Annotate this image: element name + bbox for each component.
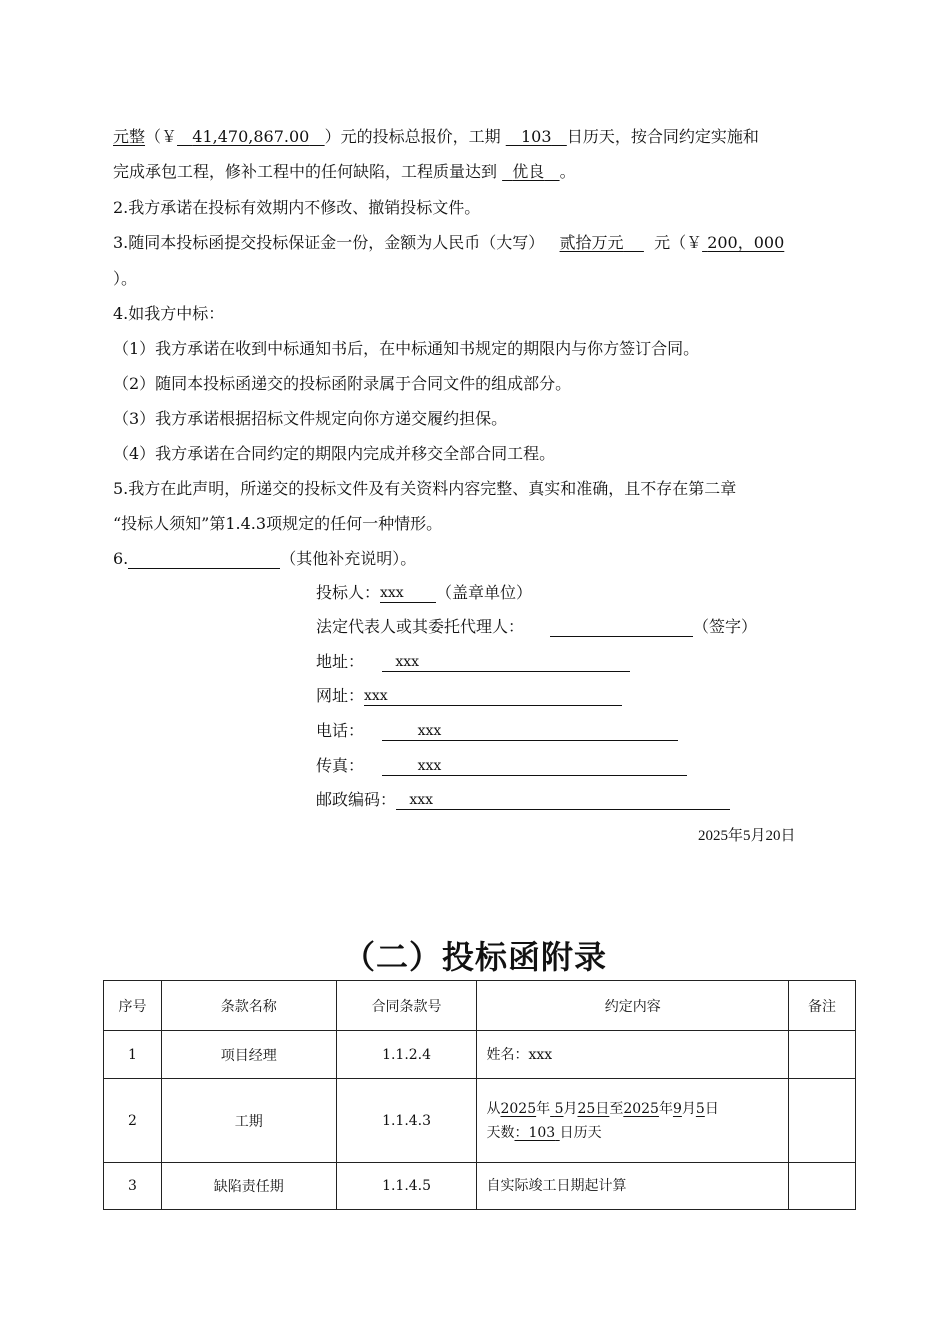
paragraph-1-line-1 [113, 127, 759, 147]
address-line [316, 652, 630, 672]
header-clause: 合同条款号 [336, 981, 477, 1031]
header-name: 条款名称 [161, 981, 336, 1031]
row-content: 自实际竣工日期起计算 [477, 1163, 789, 1210]
row-clause: 1.1.4.5 [336, 1163, 477, 1210]
row-note [789, 1031, 856, 1079]
table-row [104, 1031, 856, 1079]
fax-line [316, 756, 687, 776]
phone-value: xxx [382, 721, 678, 741]
duration-text: 日历天，按合同约定实施和 [566, 127, 759, 146]
header-content: 约定内容 [477, 981, 789, 1031]
representative-line [316, 617, 757, 637]
paragraph-6-number: 6. [113, 549, 129, 568]
row-no: 1 [104, 1031, 162, 1079]
row-content-period [477, 1079, 789, 1163]
paragraph-3-line-2: ）。 [113, 269, 138, 288]
representative-note: （签字） [693, 617, 758, 636]
address-value: xxx [382, 652, 630, 672]
row-no: 2 [104, 1079, 162, 1163]
phone-label: 电话： [316, 721, 365, 740]
paragraph-5-line-1: 5.我方在此声明，所递交的投标文件及有关资料内容完整、真实和准确，且不存在第二章 [113, 479, 737, 498]
paragraph-2: 2.我方承诺在投标有效期内不修改、撤销投标文件。 [113, 198, 481, 217]
row-content: 姓名：xxx [477, 1031, 789, 1079]
website-label: 网址： [316, 686, 365, 705]
supplement-text: （其他补充说明）。 [280, 549, 417, 568]
deposit-open: 元（￥ [654, 233, 703, 252]
price-open: （￥ [145, 127, 178, 146]
price-text: ）元的投标总报价，工期 [324, 127, 501, 146]
header-note: 备注 [789, 981, 856, 1031]
signature-date: 2025年5月20日 [698, 828, 796, 844]
phone-line [316, 721, 678, 741]
table-row [104, 1163, 856, 1210]
website-value: xxx [364, 686, 622, 706]
representative-blank [550, 617, 693, 637]
table-row [104, 1079, 856, 1163]
quality-grade: 优良 [512, 162, 545, 181]
table-header-row [104, 981, 856, 1031]
row-note [789, 1163, 856, 1210]
total-price: 41,470,867.00 [192, 127, 310, 146]
bidder-line [316, 583, 532, 603]
row-clause: 1.1.4.3 [336, 1079, 477, 1163]
row-name: 项目经理 [161, 1031, 336, 1079]
period-range: 从2025年 5月25日至2025年9月5日 [486, 1100, 719, 1117]
period-days: 天数：103 日历天 [486, 1124, 602, 1141]
postcode-value: xxx [396, 790, 730, 810]
paragraph-4-2: （2）随同本投标函递交的投标函附录属于合同文件的组成部分。 [113, 374, 572, 393]
bidder-value: xxx [380, 583, 436, 603]
row-name: 工期 [161, 1079, 336, 1163]
period-mark: 。 [559, 162, 576, 181]
appendix-title: （二）投标函附录 [342, 938, 607, 976]
postcode-line [316, 790, 730, 810]
paragraph-6 [113, 549, 416, 569]
bidder-label: 投标人： [316, 583, 381, 602]
paragraph-1-line-2 [113, 162, 576, 182]
paragraph-4: 4.如我方中标： [113, 304, 225, 323]
row-note [789, 1079, 856, 1163]
bidder-note: （盖章单位） [436, 583, 533, 602]
header-no: 序号 [104, 981, 162, 1031]
paragraph-4-4: （4）我方承诺在合同约定的期限内完成并移交全部合同工程。 [113, 444, 556, 463]
supplement-blank [128, 550, 280, 569]
row-no: 3 [104, 1163, 162, 1210]
row-name: 缺陷责任期 [161, 1163, 336, 1210]
duration-days: 103 [521, 127, 552, 146]
postcode-label: 邮政编码： [316, 790, 397, 809]
row-clause: 1.1.2.4 [336, 1031, 477, 1079]
quality-text: 完成承包工程，修补工程中的任何缺陷，工程质量达到 [113, 162, 498, 181]
paragraph-3-line-1 [113, 233, 784, 253]
paragraph-5-line-2: “投标人须知”第1.4.3项规定的任何一种情形。 [113, 514, 443, 533]
representative-label: 法定代表人或其委托代理人： [316, 617, 525, 636]
fax-label: 传真： [316, 756, 365, 775]
paragraph-4-1: （1）我方承诺在收到中标通知书后，在中标通知书规定的期限内与你方签订合同。 [113, 339, 700, 358]
deposit-amount-upper: 贰拾万元 [559, 233, 624, 252]
address-label: 地址： [316, 652, 365, 671]
paragraph-4-3: （3）我方承诺根据招标文件规定向你方递交履约担保。 [113, 409, 508, 428]
price-prefix: 元整 [113, 127, 146, 146]
fax-value: xxx [382, 756, 687, 776]
website-line [316, 686, 622, 706]
deposit-text: 3.随同本投标函提交投标保证金一份，金额为人民币（大写） [113, 233, 545, 252]
appendix-table [103, 980, 856, 1210]
deposit-amount-number: 200，000 [707, 233, 785, 252]
